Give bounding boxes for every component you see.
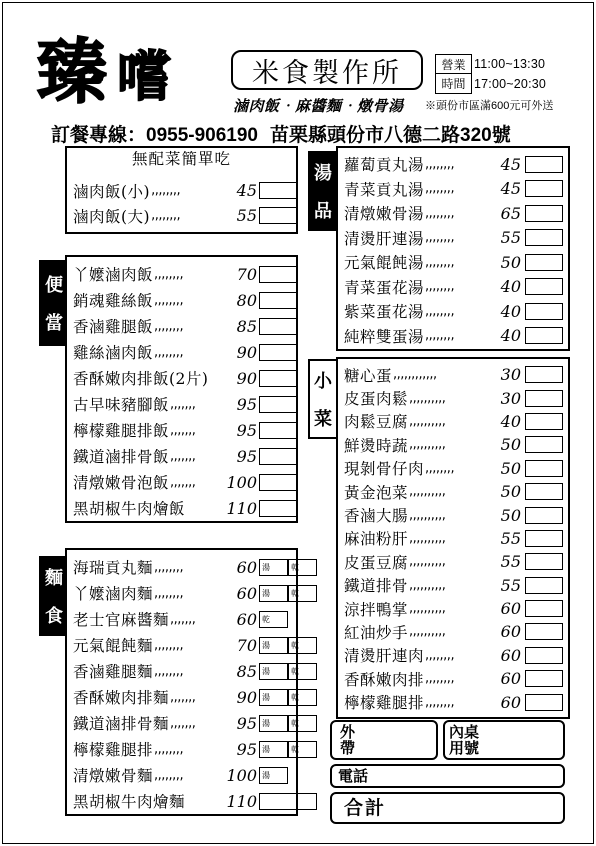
- item-price: 45: [236, 181, 257, 200]
- bento-panel: [65, 255, 298, 523]
- item-price: 45: [500, 154, 521, 174]
- takeout-field[interactable]: [330, 720, 438, 760]
- item-price: 55: [500, 228, 521, 248]
- quantity-box[interactable]: [525, 507, 563, 524]
- sides-panel: [336, 357, 570, 719]
- menu-item-row: [73, 580, 299, 606]
- item-dots: ,,,,,,,,: [425, 254, 455, 270]
- dry-option-checkbox[interactable]: 乾: [288, 559, 317, 576]
- item-dots: ,,,,,,,,: [425, 694, 455, 710]
- item-dots: ,,,,,,,,: [154, 292, 184, 308]
- item-dots: ,,,,,,,,: [425, 328, 455, 344]
- item-name: 丫嬤滷肉飯: [73, 266, 154, 284]
- brand-name-box: [231, 50, 423, 90]
- item-name: 清燉嫩骨泡飯: [73, 474, 170, 492]
- section-tag-char: 便: [45, 275, 63, 296]
- quantity-box[interactable]: [525, 413, 563, 430]
- quantity-box[interactable]: [259, 266, 297, 283]
- menu-item-row: [344, 250, 566, 275]
- item-name: 糖心蛋: [344, 366, 393, 385]
- menu-item-row: [73, 632, 299, 658]
- item-dots: ,,,,,,,,,,: [409, 413, 446, 429]
- item-dots: ,,,,,,,,,,: [409, 530, 446, 546]
- item-price: 40: [500, 411, 521, 431]
- menu-item-row: [73, 762, 293, 788]
- quantity-box[interactable]: [259, 182, 297, 199]
- menu-item-row: [73, 788, 293, 814]
- quantity-box[interactable]: [259, 344, 297, 361]
- quantity-box[interactable]: [259, 474, 297, 491]
- quantity-box[interactable]: [525, 205, 563, 222]
- soups-panel: [336, 146, 570, 351]
- item-dots: ,,,,,,,,: [425, 279, 455, 295]
- item-name: 紅油炒手: [344, 623, 409, 642]
- menu-item-row: [73, 554, 299, 580]
- item-price: 95: [236, 394, 257, 414]
- soup-option-checkbox[interactable]: 湯: [259, 585, 288, 602]
- hours-time: 17:00~20:30: [474, 77, 547, 91]
- item-name: 清燉嫩骨麵: [73, 767, 154, 785]
- item-dots: ,,,,,,,,,,: [409, 390, 446, 406]
- menu-item-row: [344, 620, 566, 643]
- item-price: 95: [236, 446, 257, 466]
- item-dots: ,,,,,,,: [170, 396, 196, 412]
- delivery-note: ※頭份市區滿600元可外送: [425, 100, 554, 112]
- item-dots: ,,,,,,,: [170, 422, 196, 438]
- menu-item-row: [344, 690, 566, 713]
- dry-option-checkbox[interactable]: 乾: [259, 611, 288, 628]
- logo-char-1: 臻: [37, 30, 111, 113]
- item-price: 65: [500, 203, 521, 223]
- takeout-label: [340, 724, 355, 756]
- sides-list: [344, 363, 566, 714]
- item-price: 95: [236, 713, 257, 733]
- item-price: 40: [500, 301, 521, 321]
- item-name: 麻油粉肝: [344, 530, 409, 549]
- dry-option-checkbox[interactable]: 乾: [288, 715, 317, 732]
- quantity-box[interactable]: [525, 366, 563, 383]
- item-price: 50: [500, 252, 521, 272]
- item-dots: ,,,,,,,,: [154, 344, 184, 360]
- quantity-box[interactable]: [259, 422, 297, 439]
- item-price: 45: [500, 179, 521, 199]
- dry-option-checkbox[interactable]: 乾: [288, 663, 317, 680]
- item-dots: ,,,,,,,,: [154, 637, 184, 653]
- item-name: 香酥嫩肉排飯(2片): [73, 370, 209, 388]
- noodles-list: [73, 554, 299, 814]
- item-name: 滷肉飯(小): [73, 182, 151, 201]
- menu-item-row: [73, 339, 293, 365]
- item-dots: ,,,,,,,,: [154, 585, 184, 601]
- item-price: 60: [236, 557, 257, 577]
- item-dots: ,,,,,,,,: [151, 183, 181, 198]
- item-price: 85: [236, 316, 257, 336]
- item-price: 60: [500, 669, 521, 689]
- item-dots: ,,,,,,,,: [154, 741, 184, 757]
- menu-item-row: [344, 177, 566, 202]
- simple-meals-panel: [65, 146, 298, 234]
- item-price: 55: [236, 206, 257, 225]
- menu-item-row: [344, 226, 566, 251]
- item-price: 80: [236, 290, 257, 310]
- item-name: 青菜貢丸湯: [344, 180, 425, 199]
- item-name: 元氣餛飩湯: [344, 254, 425, 273]
- item-name: 紫菜蛋花湯: [344, 303, 425, 322]
- quantity-box[interactable]: [525, 327, 563, 344]
- item-name: 檸檬雞腿排: [344, 694, 425, 713]
- item-dots: ,,,,,,,,,,,,: [393, 367, 437, 383]
- quantity-box[interactable]: [259, 500, 297, 517]
- item-name: 香滷大腸: [344, 507, 409, 526]
- simple-meals-title: 無配菜簡單吃: [131, 150, 231, 168]
- item-dots: ,,,,,,,,: [425, 230, 455, 246]
- item-price: 85: [236, 661, 257, 681]
- item-price: 60: [236, 583, 257, 603]
- soups-list: [344, 152, 566, 348]
- item-dots: ,,,,,,,,,,: [409, 484, 446, 500]
- brand-name: 米食製作所: [252, 57, 402, 89]
- menu-item-row: [73, 684, 299, 710]
- item-price: 95: [236, 420, 257, 440]
- menu-item-row: [344, 667, 566, 690]
- menu-item-row: [344, 457, 566, 480]
- quantity-box[interactable]: [525, 483, 563, 500]
- item-dots: ,,,,,,,: [170, 715, 196, 731]
- hours-label: 時間: [435, 74, 472, 94]
- menu-item-row: [344, 503, 566, 526]
- item-name: 香酥嫩肉排: [344, 670, 425, 689]
- item-price: 90: [236, 368, 257, 388]
- menu-item-row: [344, 597, 566, 620]
- quantity-box[interactable]: [259, 448, 297, 465]
- menu-item-row: [73, 261, 293, 287]
- dry-option-checkbox[interactable]: 乾: [288, 585, 317, 602]
- quantity-box[interactable]: [525, 303, 563, 320]
- item-dots: ,,,,,,,,,,: [409, 437, 446, 453]
- hours-row: [435, 74, 595, 94]
- business-hours: [435, 54, 595, 94]
- item-dots: ,,,,,,,,: [425, 181, 455, 197]
- quantity-box[interactable]: [259, 793, 317, 810]
- menu-item-row: [344, 527, 566, 550]
- item-dots: ,,,,,,,,,,: [409, 601, 446, 617]
- item-dots: ,,,,,,,: [170, 611, 196, 627]
- menu-item-row: [73, 391, 293, 417]
- item-name: 元氣餛飩麵: [73, 637, 154, 655]
- soup-option-checkbox[interactable]: 湯: [259, 637, 288, 654]
- item-price: 60: [500, 622, 521, 642]
- item-name: 清燙肝連湯: [344, 229, 425, 248]
- item-price: 30: [500, 365, 521, 385]
- label-line: 內桌: [449, 723, 480, 741]
- item-price: 50: [500, 482, 521, 502]
- menu-item-row: [73, 710, 299, 736]
- menu-item-row: [73, 313, 293, 339]
- menu-item-row: [344, 433, 566, 456]
- section-tag-sides: [308, 359, 338, 439]
- item-name: 古早味豬腳飯: [73, 396, 170, 414]
- dry-option-checkbox[interactable]: 乾: [288, 689, 317, 706]
- quantity-box[interactable]: [525, 278, 563, 295]
- item-name: 清燉嫩骨湯: [344, 205, 425, 224]
- item-name: 蘿蔔貢丸湯: [344, 156, 425, 175]
- item-name: 香酥嫩肉排麵: [73, 689, 170, 707]
- quantity-box[interactable]: [525, 436, 563, 453]
- item-name: 涼拌鴨掌: [344, 600, 409, 619]
- item-name: 純粹雙蛋湯: [344, 327, 425, 346]
- item-price: 55: [500, 552, 521, 572]
- logo-char-2: 嚐: [117, 44, 175, 108]
- label-line: 用號: [449, 739, 480, 757]
- item-name: 鐵道滷排骨飯: [73, 448, 170, 466]
- item-name: 黃金泡菜: [344, 483, 409, 502]
- item-price: 100: [226, 472, 257, 492]
- item-price: 30: [500, 388, 521, 408]
- quantity-box[interactable]: [525, 229, 563, 246]
- quantity-box[interactable]: [259, 318, 297, 335]
- simple-meals-list: [73, 178, 293, 228]
- noodles-panel: [65, 548, 298, 816]
- item-dots: ,,,,,,,: [170, 689, 196, 705]
- item-dots: ,,,,,,,,: [154, 266, 184, 282]
- soup-option-checkbox[interactable]: 湯: [259, 559, 288, 576]
- menu-item-row: [344, 386, 566, 409]
- item-name: 皮蛋豆腐: [344, 553, 409, 572]
- menu-item-row: [344, 550, 566, 573]
- item-price: 50: [500, 458, 521, 478]
- item-dots: ,,,,,,,,: [154, 559, 184, 575]
- item-price: 90: [236, 687, 257, 707]
- item-price: 95: [236, 739, 257, 759]
- item-price: 60: [500, 599, 521, 619]
- item-name: 香滷雞腿麵: [73, 663, 154, 681]
- item-price: 90: [236, 342, 257, 362]
- item-name: 香滷雞腿飯: [73, 318, 154, 336]
- quantity-box[interactable]: [259, 207, 297, 224]
- item-name: 黑胡椒牛肉燴飯: [73, 500, 186, 518]
- menu-item-row: [73, 203, 293, 228]
- item-name: 青菜蛋花湯: [344, 278, 425, 297]
- quantity-box[interactable]: [525, 156, 563, 173]
- quantity-box[interactable]: [525, 553, 563, 570]
- item-dots: ,,,,,,,,: [154, 318, 184, 334]
- quantity-box[interactable]: [525, 180, 563, 197]
- menu-item-row: [73, 606, 293, 632]
- soup-option-checkbox[interactable]: 湯: [259, 663, 288, 680]
- item-name: 清燙肝連肉: [344, 647, 425, 666]
- address: 苗栗縣頭份市八德二路320號: [270, 125, 511, 146]
- item-price: 55: [500, 528, 521, 548]
- section-tag-soups: [308, 151, 338, 231]
- item-name: 鐵道排骨: [344, 577, 409, 596]
- slogan: 滷肉飯‧麻醬麵‧燉骨湯: [233, 97, 404, 115]
- item-price: 55: [500, 575, 521, 595]
- item-price: 100: [226, 765, 257, 785]
- item-name: 滷肉飯(大): [73, 207, 151, 226]
- table-number-field[interactable]: [443, 720, 565, 760]
- item-name: 丫嬤滷肉麵: [73, 585, 154, 603]
- menu-item-row: [344, 410, 566, 433]
- item-price: 110: [226, 791, 257, 811]
- menu-item-row: [73, 417, 293, 443]
- menu-item-row: [344, 299, 566, 324]
- quantity-box[interactable]: [525, 670, 563, 687]
- total-label: 合計: [344, 797, 387, 819]
- menu-item-row: [344, 644, 566, 667]
- section-tag-char: 菜: [314, 409, 332, 430]
- label-char: 外: [340, 723, 356, 741]
- menu-page: [2, 2, 594, 844]
- menu-item-row: [73, 658, 299, 684]
- item-dots: ,,,,,,,,: [425, 671, 455, 687]
- item-price: 40: [500, 277, 521, 297]
- item-dots: ,,,,,,,,,,: [409, 554, 446, 570]
- table-number-label: [449, 724, 479, 756]
- item-price: 50: [500, 505, 521, 525]
- menu-item-row: [73, 178, 293, 203]
- item-name: 雞絲滷肉飯: [73, 344, 154, 362]
- item-name: 肉鬆豆腐: [344, 413, 409, 432]
- item-price: 60: [236, 609, 257, 629]
- menu-item-row: [73, 495, 293, 521]
- quantity-box[interactable]: [525, 623, 563, 640]
- item-name: 黑胡椒牛肉燴麵: [73, 793, 186, 811]
- item-dots: ,,,,,,,,: [425, 460, 455, 476]
- item-price: 70: [236, 635, 257, 655]
- item-name: 皮蛋肉鬆: [344, 390, 409, 409]
- item-price: 40: [500, 326, 521, 346]
- menu-item-row: [73, 469, 293, 495]
- quantity-box[interactable]: [525, 390, 563, 407]
- bento-list: [73, 261, 293, 521]
- section-tag-char: 麵: [45, 568, 63, 589]
- item-name: 檸檬雞腿排飯: [73, 422, 170, 440]
- item-price: 60: [500, 692, 521, 712]
- item-price: 70: [236, 264, 257, 284]
- item-name: 銷魂雞絲飯: [73, 292, 154, 310]
- section-tag-char: 品: [314, 201, 332, 222]
- quantity-box[interactable]: [525, 600, 563, 617]
- label-char: 帶: [340, 739, 356, 757]
- menu-item-row: [344, 201, 566, 226]
- item-name: 鮮燙時蔬: [344, 436, 409, 455]
- hours-row: [435, 54, 595, 74]
- item-price: 110: [226, 498, 257, 518]
- item-dots: ,,,,,,,,: [425, 303, 455, 319]
- quantity-box[interactable]: [259, 292, 297, 309]
- brand-logo: [37, 31, 227, 113]
- order-phone: 訂餐專線：0955-906190: [51, 125, 258, 146]
- quantity-box[interactable]: [525, 694, 563, 711]
- item-dots: ,,,,,,,,,,: [409, 624, 446, 640]
- item-price: 50: [500, 435, 521, 455]
- dry-option-checkbox[interactable]: 乾: [288, 741, 317, 758]
- quantity-box[interactable]: [259, 370, 297, 387]
- menu-item-row: [344, 152, 566, 177]
- quantity-box[interactable]: [259, 396, 297, 413]
- item-name: 老士官麻醬麵: [73, 611, 170, 629]
- section-tag-char: 小: [314, 371, 332, 392]
- quantity-box[interactable]: [525, 254, 563, 271]
- quantity-box[interactable]: [525, 460, 563, 477]
- menu-item-row: [73, 365, 293, 391]
- menu-item-row: [344, 324, 566, 349]
- menu-item-row: [344, 480, 566, 503]
- contact-line: [51, 120, 596, 147]
- phone-field[interactable]: [330, 764, 565, 788]
- item-dots: ,,,,,,,: [170, 448, 196, 464]
- section-tag-char: 當: [45, 313, 63, 334]
- item-dots: ,,,,,,,: [170, 474, 196, 490]
- item-name: 海瑞貢丸麵: [73, 559, 154, 577]
- total-field[interactable]: [330, 792, 565, 824]
- phone-label: 電話: [338, 767, 369, 785]
- soup-option-checkbox[interactable]: 湯: [259, 767, 288, 784]
- item-name: 現剝骨仔肉: [344, 460, 425, 479]
- quantity-box[interactable]: [525, 530, 563, 547]
- item-dots: ,,,,,,,,: [151, 208, 181, 223]
- item-dots: ,,,,,,,,,,: [409, 507, 446, 523]
- soup-option-checkbox[interactable]: 湯: [259, 689, 288, 706]
- menu-item-row: [344, 363, 566, 386]
- menu-item-row: [344, 275, 566, 300]
- quantity-box[interactable]: [525, 577, 563, 594]
- item-dots: ,,,,,,,,,,: [409, 577, 446, 593]
- section-tag-char: 食: [45, 606, 63, 627]
- hours-label: 營業: [435, 54, 472, 74]
- item-dots: ,,,,,,,,: [154, 663, 184, 679]
- soup-option-checkbox[interactable]: 湯: [259, 715, 288, 732]
- menu-item-row: [73, 443, 293, 469]
- item-name: 檸檬雞腿排: [73, 741, 154, 759]
- item-name: 鐵道滷排骨麵: [73, 715, 170, 733]
- item-dots: ,,,,,,,,: [425, 156, 455, 172]
- item-dots: ,,,,,,,,: [154, 767, 184, 783]
- dry-option-checkbox[interactable]: 乾: [288, 637, 317, 654]
- quantity-box[interactable]: [525, 647, 563, 664]
- item-price: 60: [500, 645, 521, 665]
- menu-item-row: [344, 574, 566, 597]
- hours-time: 11:00~13:30: [474, 57, 546, 71]
- section-tag-char: 湯: [314, 163, 332, 184]
- soup-option-checkbox[interactable]: 湯: [259, 741, 288, 758]
- item-dots: ,,,,,,,,: [425, 647, 455, 663]
- menu-item-row: [73, 287, 293, 313]
- menu-item-row: [73, 736, 299, 762]
- item-dots: ,,,,,,,,: [425, 205, 455, 221]
